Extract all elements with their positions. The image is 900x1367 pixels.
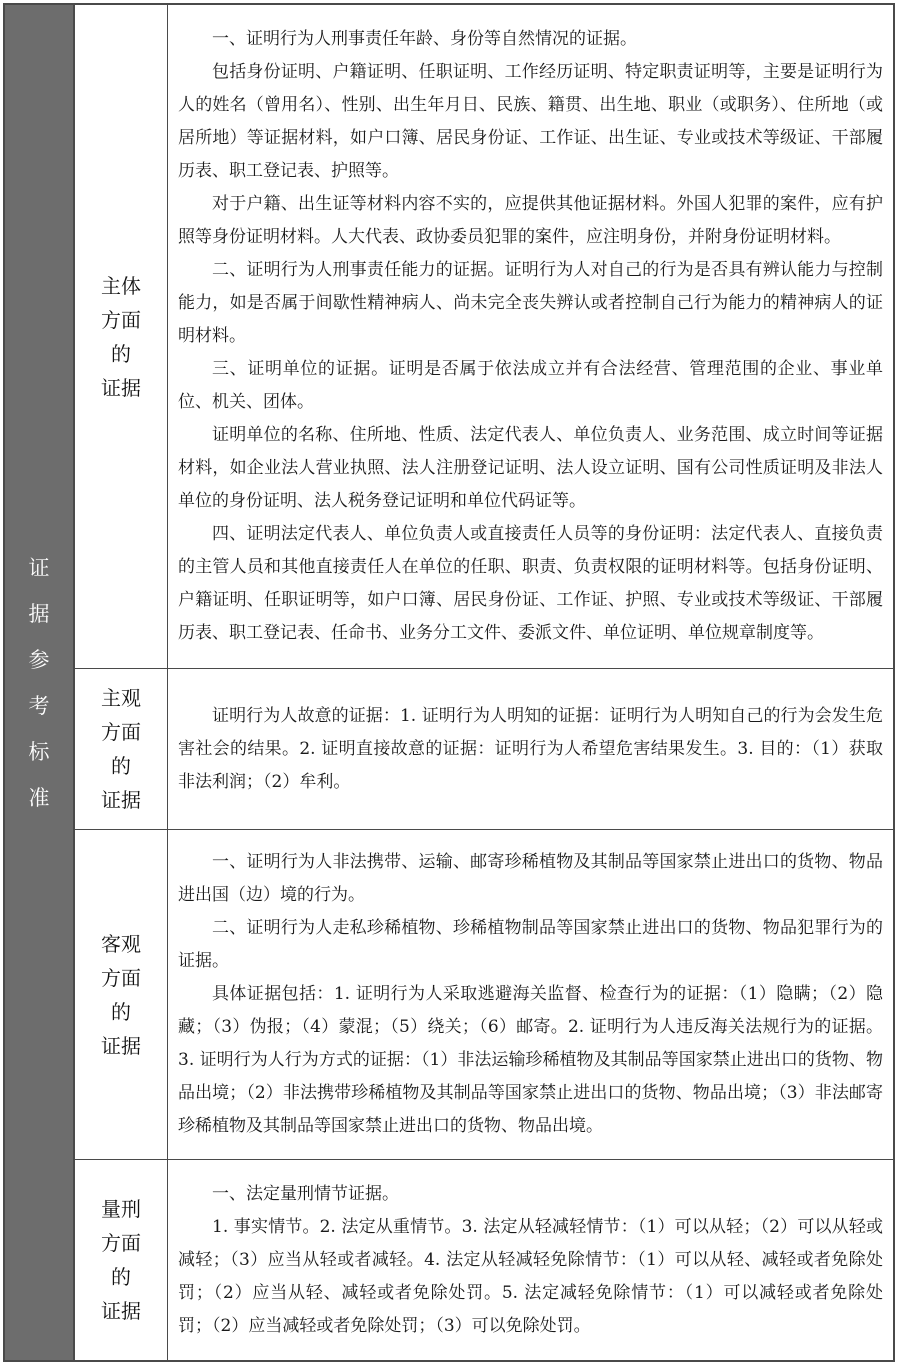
label-line: 方面 xyxy=(101,1231,141,1255)
paragraph: 三、证明单位的证据。证明是否属于依法成立并有合法经营、管理范围的企业、事业单位、机关、团体。 xyxy=(178,359,883,412)
section-content xyxy=(168,830,893,1159)
label-line: 主观 xyxy=(101,686,141,710)
paragraph: 一、证明行为人非法携带、运输、邮寄珍稀植物及其制品等国家禁止进出口的货物、物品进出国（边）境的行为。 xyxy=(178,852,883,905)
section-label xyxy=(75,669,168,829)
label-line: 方面 xyxy=(101,965,141,990)
label-line: 证据 xyxy=(101,375,141,400)
label-line: 的 xyxy=(111,754,131,778)
paragraph: 1. 事实情节。2. 法定从重情节。3. 法定从轻减轻情节：（1）可以从轻；（2）可以从轻或减轻；（3）应当从轻或者减轻。4. 法定从轻减轻免除情节：（1）可以从轻、减轻或者免除处罚；（2）应当从轻、减轻或者免除处罚。5. 法定减轻免除情节：（1）可以减轻或者免除处罚；（2）应当减轻或者免除处罚；（3）可以免除处罚。 xyxy=(178,1216,883,1336)
paragraph: 包括身份证明、户籍证明、任职证明、工作经历证明、特定职责证明等，主要是证明行为人的姓名（曾用名）、性别、出生年月日、民族、籍贯、出生地、职业（或职务）、住所地（或居所地）等证据材料，如户口簿、居民身份证、工作证、出生证、专业或技术等级证、干部履历表、职工登记表、护照等。 xyxy=(178,62,883,181)
section-objective-evidence xyxy=(75,830,893,1160)
paragraph: 一、证明行为人刑事责任年龄、身份等自然情况的证据。 xyxy=(212,29,637,49)
label-line: 证据 xyxy=(101,1033,141,1058)
label-line: 的 xyxy=(111,341,131,366)
label-line: 的 xyxy=(111,1265,131,1289)
section-subjective-evidence xyxy=(75,669,893,830)
section-label xyxy=(75,1160,168,1360)
side-label-char: 据 xyxy=(28,601,50,626)
paragraph: 一、法定量刑情节证据。 xyxy=(212,1183,399,1204)
label-line: 主体 xyxy=(101,273,141,298)
paragraph: 四、证明法定代表人、单位负责人或直接责任人员等的身份证明：法定代表人、直接负责的主管人员和其他直接责任人在单位的任职、职责、负责权限的证明材料等。包括身份证明、户籍证明、任职证明等，如户口簿、居民身份证、工作证、护照、专业或技术等级证、干部履历表、职工登记表、任命书、业务分工文件、委派文件、单位证明、单位规章制度等。 xyxy=(178,524,883,643)
side-label-char: 准 xyxy=(28,785,50,810)
label-line: 量刑 xyxy=(101,1197,141,1221)
section-content xyxy=(168,1160,893,1360)
side-category-label xyxy=(5,5,75,1360)
label-line: 证据 xyxy=(101,788,141,812)
section-content xyxy=(168,669,893,829)
label-line: 客观 xyxy=(101,931,141,956)
section-content xyxy=(168,5,893,668)
label-line: 的 xyxy=(111,999,131,1024)
label-line: 方面 xyxy=(101,720,141,744)
section-label xyxy=(75,5,168,668)
side-label-char: 参 xyxy=(28,647,50,672)
paragraph: 证明单位的名称、住所地、性质、法定代表人、单位负责人、业务范围、成立时间等证据材料，如企业法人营业执照、法人注册登记证明、法人设立证明、国有公司性质证明及非法人单位的身份证明、法人税务登记证明和单位代码证等。 xyxy=(178,425,883,511)
evidence-standard-table xyxy=(3,3,895,1362)
paragraph: 具体证据包括：1. 证明行为人采取逃避海关监督、检查行为的证据：（1）隐瞒；（2）隐藏；（3）伪报；（4）蒙混；（5）绕关；（6）邮寄。2. 证明行为人违反海关法规行为的证据。3. 证明行为人行为方式的证据：（1）非法运输珍稀植物及其制品等国家禁止进出口的货物、物品出境；（2）非法携带珍稀植物及其制品等国家禁止进出口的货物、物品出境；（3）非法邮寄珍稀植物及其制品等国家禁止进出口的货物、物品出境。 xyxy=(178,984,883,1136)
side-label-char: 考 xyxy=(28,693,50,718)
paragraph: 二、证明行为人走私珍稀植物、珍稀植物制品等国家禁止进出口的货物、物品犯罪行为的证据。 xyxy=(178,918,883,971)
section-label xyxy=(75,830,168,1159)
paragraph: 二、证明行为人刑事责任能力的证据。证明行为人对自己的行为是否具有辨认能力与控制能力，如是否属于间歇性精神病人、尚未完全丧失辨认或者控制自己行为能力的精神病人的证明材料。 xyxy=(178,260,883,346)
label-line: 证据 xyxy=(101,1299,141,1323)
paragraph: 证明行为人故意的证据：1. 证明行为人明知的证据：证明行为人明知自己的行为会发生危害社会的结果。2. 证明直接故意的证据：证明行为人希望危害结果发生。3. 目的：（1）获取非法利润；（2）牟利。 xyxy=(178,705,883,792)
label-line: 方面 xyxy=(101,307,141,332)
side-label-char: 标 xyxy=(28,739,50,764)
section-sentencing-evidence xyxy=(75,1160,893,1360)
paragraph: 对于户籍、出生证等材料内容不实的，应提供其他证据材料。外国人犯罪的案件，应有护照等身份证明材料。人大代表、政协委员犯罪的案件，应注明身份，并附身份证明材料。 xyxy=(178,194,883,247)
side-label-char: 证 xyxy=(28,555,50,580)
section-subject-evidence xyxy=(75,5,893,669)
